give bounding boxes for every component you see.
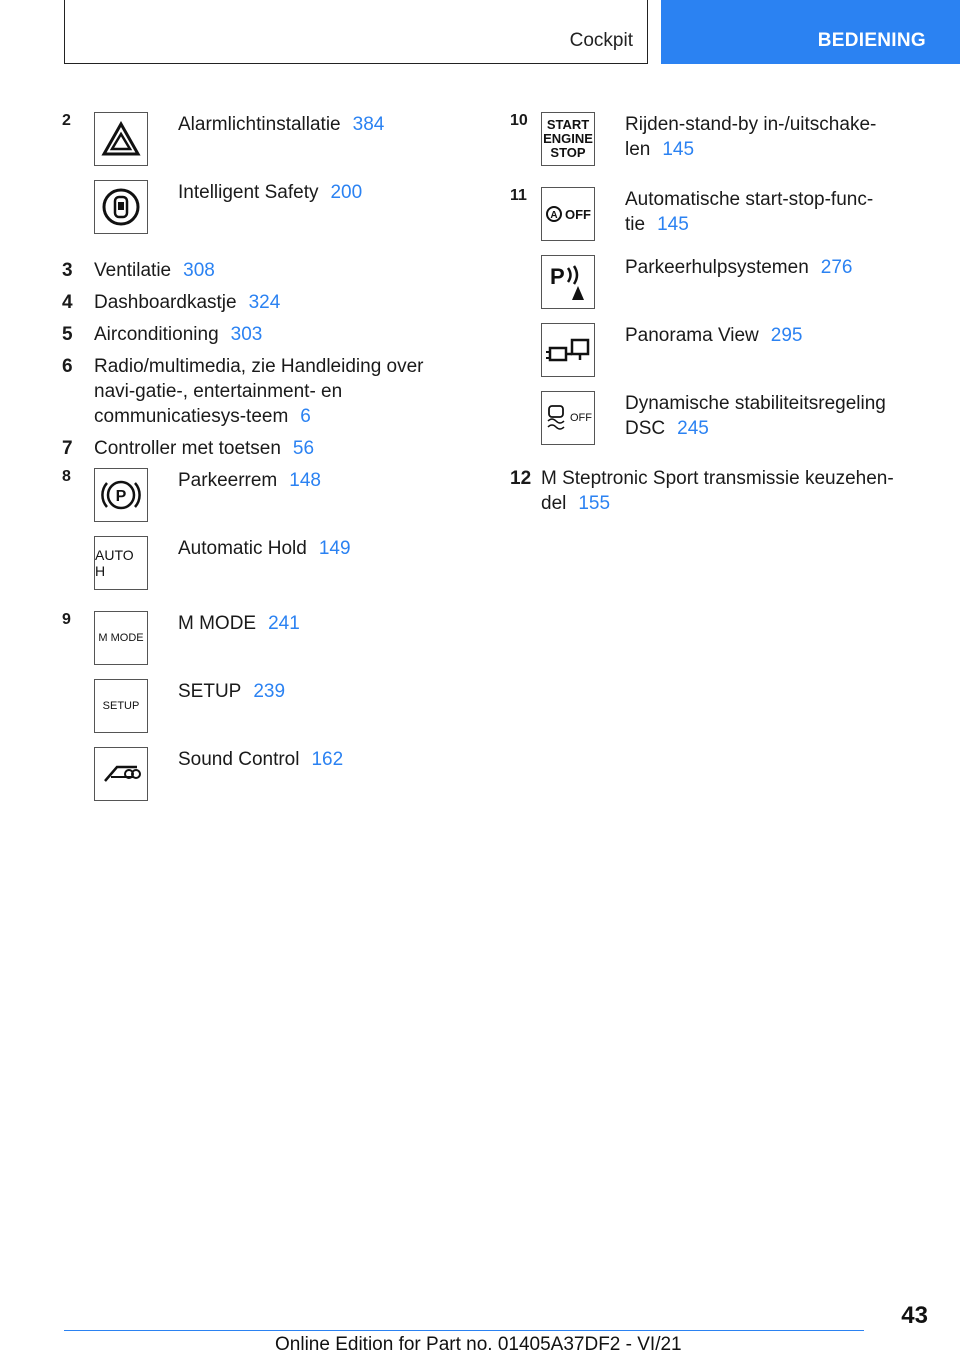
item-label: Airconditioning (94, 324, 219, 345)
footer-edition: Online Edition for Part no. 01405A37DF2 - VI/21 (275, 1334, 682, 1355)
chapter-tab[interactable] (661, 0, 960, 64)
m-mode-icon: M MODE (94, 611, 148, 665)
item-label: Automatic Hold (178, 538, 307, 559)
page-link[interactable]: 149 (318, 538, 351, 559)
panorama-view-icon (541, 323, 595, 377)
item-number: 12 (510, 468, 532, 489)
page-link[interactable]: 245 (677, 418, 709, 439)
page-link[interactable]: 162 (311, 749, 344, 770)
page-link[interactable]: 200 (330, 182, 363, 203)
list-item-7 (62, 436, 472, 461)
list-item-10 (510, 112, 905, 187)
left-column (62, 112, 472, 815)
page-link[interactable]: 155 (578, 493, 611, 514)
item-label: Parkeerrem (178, 470, 278, 491)
page-link[interactable]: 145 (657, 214, 689, 235)
item-label: Sound Control (178, 749, 300, 770)
item-label: Dynamische stabiliteitsregeling DSC (625, 393, 886, 439)
page-link[interactable]: 308 (183, 260, 215, 281)
start-stop-engine-icon: START ENGINE STOP (541, 112, 595, 166)
list-item-3 (62, 258, 472, 283)
page-link[interactable]: 276 (820, 257, 853, 278)
svg-text:P: P (550, 264, 565, 289)
item-label: M MODE (178, 613, 257, 634)
item-label: SETUP (178, 681, 242, 702)
item-label: Panorama View (625, 325, 759, 346)
item-number: 3 (62, 260, 73, 281)
list-item-11c (510, 323, 905, 391)
page-link[interactable]: 239 (253, 681, 286, 702)
page-link[interactable]: 324 (248, 292, 281, 313)
page-link[interactable]: 145 (662, 139, 695, 160)
page-link[interactable]: 56 (292, 438, 315, 459)
item-label: Intelligent Safety (178, 182, 319, 203)
item-number: 2 (62, 112, 71, 129)
item-number: 11 (510, 187, 527, 204)
header-section-box (64, 0, 648, 64)
sound-control-icon (94, 747, 148, 801)
list-item-9c (62, 747, 472, 815)
page-number: 43 (901, 1302, 928, 1329)
intelligent-safety-icon (94, 180, 148, 234)
list-item-12 (510, 466, 905, 516)
item-number: 4 (62, 292, 73, 313)
page-link[interactable]: 303 (230, 324, 263, 345)
item-label: Rijden-stand-by in-/uitschake-len (625, 114, 877, 160)
page-link[interactable]: 241 (268, 613, 300, 634)
list-item-9a (62, 611, 472, 679)
item-label: Automatische start-stop-func-tie (625, 189, 874, 235)
setup-icon: SETUP (94, 679, 148, 733)
list-item-11d (510, 391, 905, 466)
page-link[interactable]: 6 (300, 406, 311, 427)
list-item-2a (62, 112, 472, 180)
parking-brake-icon (94, 468, 148, 522)
list-item-9b (62, 679, 472, 747)
list-item-6 (62, 354, 472, 429)
item-label: Dashboardkastje (94, 292, 237, 313)
list-item-5 (62, 322, 472, 347)
item-label: Controller met toetsen (94, 438, 281, 459)
item-number: 8 (62, 468, 71, 485)
item-number: 10 (510, 112, 528, 129)
item-label: Alarmlichtinstallatie (178, 114, 341, 135)
svg-text:A: A (550, 210, 558, 221)
page-link[interactable]: 384 (352, 114, 385, 135)
auto-hold-icon: AUTO H (94, 536, 148, 590)
list-item-11a (510, 187, 905, 255)
item-label: Ventilatie (94, 260, 172, 281)
footer-divider (64, 1330, 864, 1331)
list-item-2b (62, 180, 472, 248)
page-link[interactable]: 295 (770, 325, 803, 346)
list-item-8b (62, 536, 472, 604)
item-number: 6 (62, 356, 73, 377)
item-label: Radio/multimedia, zie Handleiding over navi-gatie-, entertainment- en communicatiesys-teem (94, 356, 424, 427)
item-number: 9 (62, 611, 71, 628)
svg-text:P: P (115, 488, 127, 505)
list-item-11b (510, 255, 905, 323)
right-column (510, 112, 905, 516)
item-label: Parkeerhulpsystemen (625, 257, 809, 278)
auto-start-stop-off-icon: A OFF (541, 187, 595, 241)
chapter-title: BEDIENING (817, 30, 926, 51)
item-number: 7 (62, 438, 73, 459)
page-link[interactable]: 148 (289, 470, 321, 491)
hazard-warning-icon (94, 112, 148, 166)
dsc-off-icon: OFF (541, 391, 595, 445)
list-item-4 (62, 290, 472, 315)
parking-assist-icon (541, 255, 595, 309)
list-item-8a (62, 468, 472, 536)
section-title: Cockpit (569, 30, 633, 51)
item-number: 5 (62, 324, 73, 345)
item-label: M Steptronic Sport transmissie keuzehen-del (541, 468, 894, 514)
